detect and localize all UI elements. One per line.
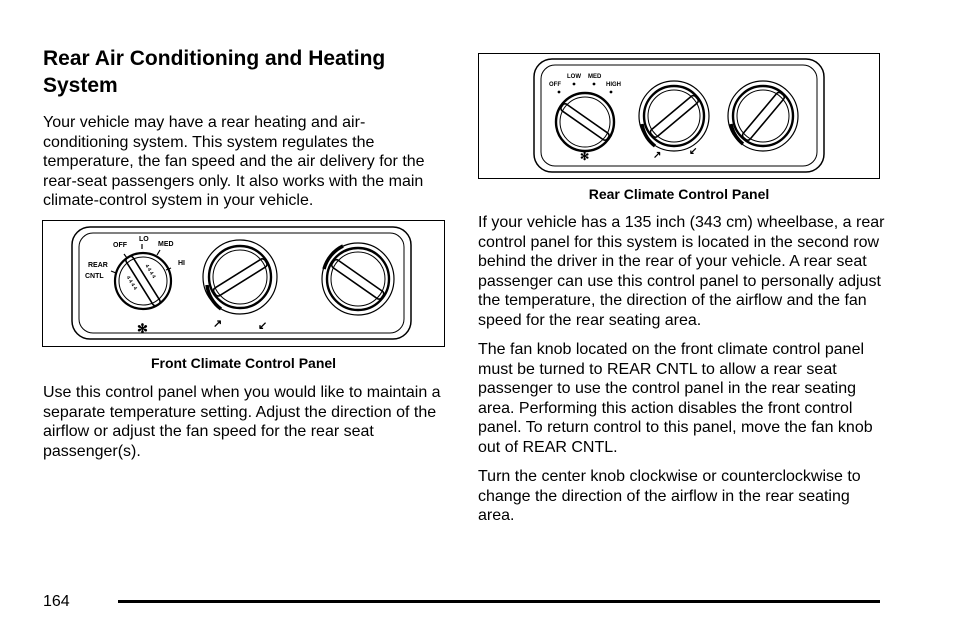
fan-knob-front	[115, 253, 171, 309]
front-panel-illustration	[43, 221, 444, 346]
center-knob-paragraph: Turn the center knob clockwise or counterclockwise to change the direction of the airflow in the rear seating area.	[478, 468, 861, 524]
page-number: 164	[43, 593, 70, 610]
front-panel-caption: Front Climate Control Panel	[150, 355, 337, 371]
rear-label-high: HIGH	[606, 82, 621, 88]
left-column-intro	[43, 113, 448, 211]
mode-knob-front	[203, 240, 277, 314]
fan-knob-paragraph: The fan knob located on the front climate control panel must be turned to REAR CNTL to allow a rear seat passenger to use the control panel in the rear seating area. Performing this action disables the front control panel. To return control to this panel, move the fan knob out of REAR CNTL.	[478, 341, 873, 456]
front-label-hi: HI	[178, 260, 185, 267]
section-heading: Rear Air Conditioning and Heating System	[43, 47, 386, 97]
footer-rule	[118, 600, 880, 603]
front-panel-figure	[42, 220, 445, 347]
right-column-text	[478, 213, 886, 526]
svg-text:4 4 4 4: 4 4 4 4	[124, 275, 138, 292]
rear-panel-figure	[478, 53, 880, 179]
front-label-lo: LO	[139, 236, 149, 243]
vent-floor-icon: ↗	[213, 318, 223, 330]
rear-label-med: MED	[588, 74, 602, 80]
temperature-knob-rear	[728, 81, 798, 151]
rear-label-off: OFF	[549, 82, 561, 88]
front-label-rear: REAR	[88, 262, 108, 269]
location-paragraph: If your vehicle has a 135 inch (343 cm) wheelbase, a rear control panel for this system is located in the second row behind the driver in the rear of your vehicle. A rear seat passenger can use this control panel to personally adjust the temperature, the direction of the airflow and the fan speed for the rear seating area.	[478, 214, 885, 329]
svg-text:4 4 4 4: 4 4 4 4	[143, 263, 157, 280]
usage-paragraph: Use this control panel when you would like to maintain a separate temperature setting. Adjust the direction of the airflow or adjust the fan speed for the rear seat passenger(s).	[43, 384, 441, 460]
front-label-cntl: CNTL	[85, 273, 104, 280]
rear-panel-illustration	[479, 54, 879, 178]
front-label-off: OFF	[113, 242, 127, 249]
fan-knob-rear	[556, 93, 614, 151]
rear-fan-icon: ✻	[580, 151, 590, 163]
front-label-med: MED	[158, 241, 174, 248]
intro-paragraph: Your vehicle may have a rear heating and air-conditioning system. This system regulates the temperature, the fan speed and the air delivery for the rear-seat passengers only. It also works with the main climate-control system in your vehicle.	[43, 114, 425, 209]
temperature-knob-front	[322, 243, 394, 315]
mode-knob-rear	[639, 81, 709, 151]
rear-panel-caption: Rear Climate Control Panel	[588, 186, 770, 202]
rear-vent-icon: ↗	[653, 150, 662, 161]
fan-icon: ✻	[137, 321, 148, 336]
rear-floor-icon: ↙	[689, 146, 698, 157]
floor-icon: ↙	[258, 320, 268, 332]
left-column-usage	[43, 383, 448, 461]
rear-label-low: LOW	[567, 74, 581, 80]
